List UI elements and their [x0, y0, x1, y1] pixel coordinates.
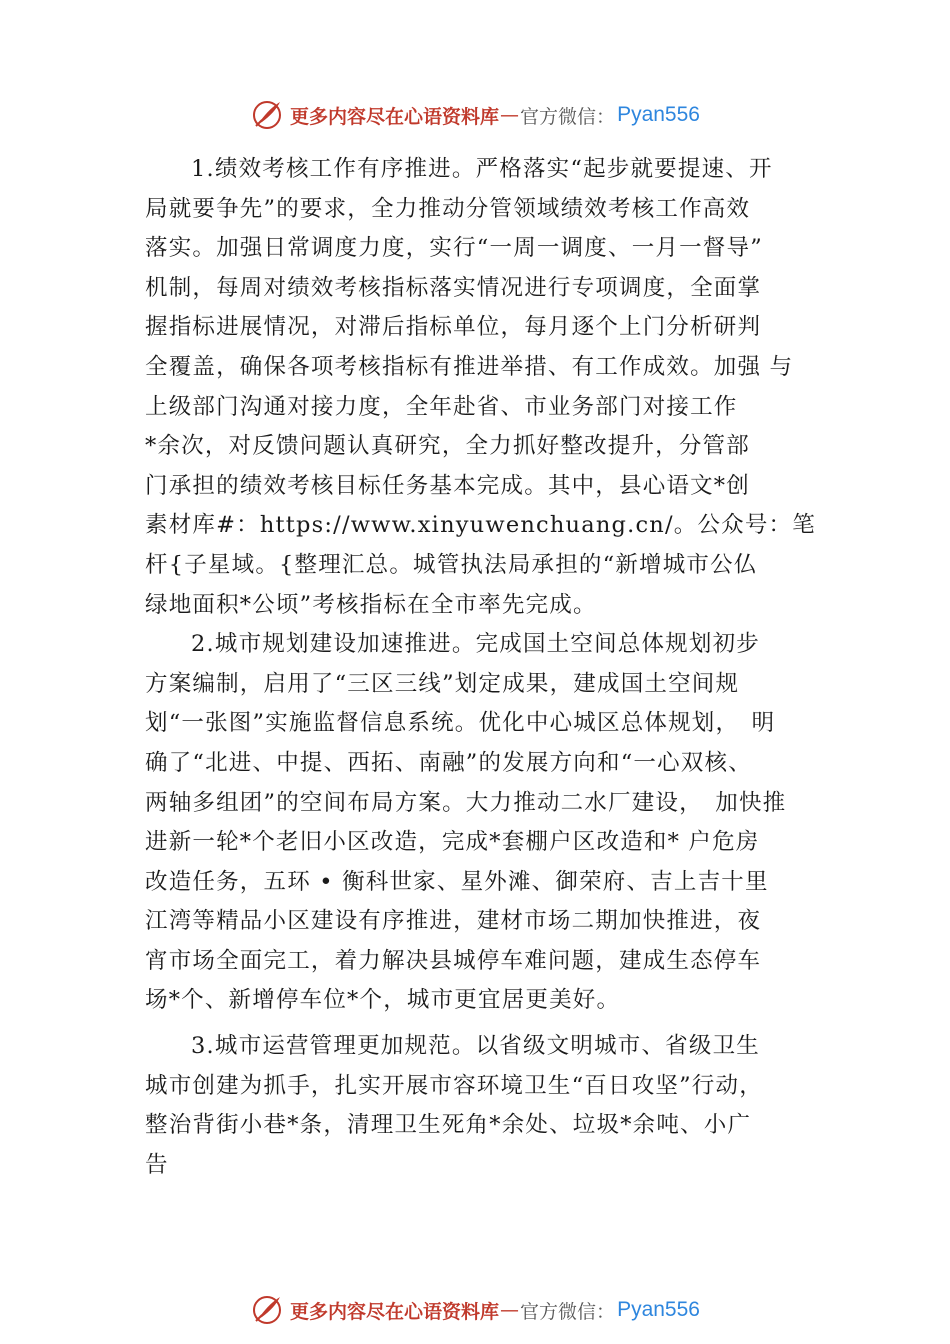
banner-dash: — — [500, 1299, 520, 1321]
text-line: 划“一张图”实施监督信息系统。优化中心城区总体规划， 明 — [145, 710, 776, 737]
text-line: *余次，对反馈问题认真研究，全力抓好整改提升，分管部 — [145, 433, 750, 460]
text-line: 方案编制，启用了“三区三线”划定成果，建成国土空间规 — [145, 670, 740, 697]
text-line: 1.绩效考核工作有序推进。严格落实“起步就要提速、开 — [191, 156, 773, 182]
text-line: 上级部门沟通对接力度，全年赴省、市业务部门对接工作 — [145, 393, 738, 420]
text-line: 两轴多组团”的空间布局方案。大力推动二水厂建设， 加快推 — [145, 789, 787, 816]
banner-official-label: 官方微信： — [520, 1300, 616, 1323]
quill-circle-logo-icon — [250, 98, 284, 132]
paragraph-3 — [145, 1027, 825, 1185]
text-line: 3.城市运营管理更加规范。以省级文明城市、省级卫生 — [191, 1033, 760, 1060]
footer-watermark-banner — [0, 1290, 950, 1330]
banner-official-label: 官方微信： — [520, 105, 616, 128]
text-line: 门承担的绩效考核目标任务基本完成。其中，县心语文*创 — [145, 472, 750, 499]
banner-main-text: 更多内容尽在心语资料库 — [290, 105, 500, 128]
text-line: 江湾等精品小区建设有序推进，建材市场二期加快推进，夜 — [145, 908, 762, 935]
text-line: 局就要争先”的要求，全力推动分管领域绩效考核工作高效 — [145, 195, 751, 222]
text-line: 改造任务，五环 • 衡科世家、星外滩、御荣府、吉上吉十里 — [145, 868, 769, 895]
text-line: 确了“北进、中提、西拓、南融”的发展方向和“一心双核、 — [145, 749, 752, 776]
banner-dash: — — [500, 104, 520, 126]
quill-circle-logo-icon — [250, 1293, 284, 1327]
text-line: 素材库#：https://www.xinyuwenchuang.cn/。公众号：笔 — [145, 512, 816, 539]
text-line: 场*个、新增停车位*个，城市更宜居更美好。 — [145, 987, 621, 1014]
text-line: 2.城市规划建设加速推进。完成国土空间总体规划初步 — [191, 631, 760, 658]
document-body — [145, 150, 825, 1185]
text-line: 整治背街小巷*条，清理卫生死角*余处、垃圾*余吨、小广 — [145, 1112, 752, 1139]
text-line: 宵市场全面完工，着力解决县城停车难问题，建成生态停车 — [145, 947, 762, 974]
text-line: 城市创建为抓手，扎实开展市容环境卫生“百日攻坚”行动， — [145, 1072, 763, 1099]
paragraph-1 — [145, 150, 825, 625]
text-line: 绿地面积*公顷”考核指标在全市率先完成。 — [145, 591, 597, 618]
text-line: 机制，每周对绩效考核指标落实情况进行专项调度，全面掌 — [145, 274, 762, 301]
text-line: 告 — [145, 1151, 169, 1178]
header-watermark-banner — [0, 95, 950, 135]
banner-main-text: 更多内容尽在心语资料库 — [290, 1300, 500, 1323]
text-line: 落实。加强日常调度力度，实行“一周一调度、一月一督导” — [145, 235, 763, 262]
text-line: 进新一轮*个老旧小区改造，完成*套棚户区改造和* 户危房 — [145, 829, 760, 856]
paragraph-2 — [145, 625, 825, 1021]
text-line: 握指标进展情况，对滞后指标单位，每月逐个上门分析研判 — [145, 314, 762, 341]
banner-wechat-id: Pyan556 — [617, 103, 700, 126]
banner-wechat-id: Pyan556 — [617, 1298, 700, 1321]
text-line: 杆{子星域。{整理汇总。城管执法局承担的“新增城市公仏 — [145, 551, 758, 578]
text-line: 全覆盖，确保各项考核指标有推进举措、有工作成效。加强 与 — [145, 353, 794, 380]
